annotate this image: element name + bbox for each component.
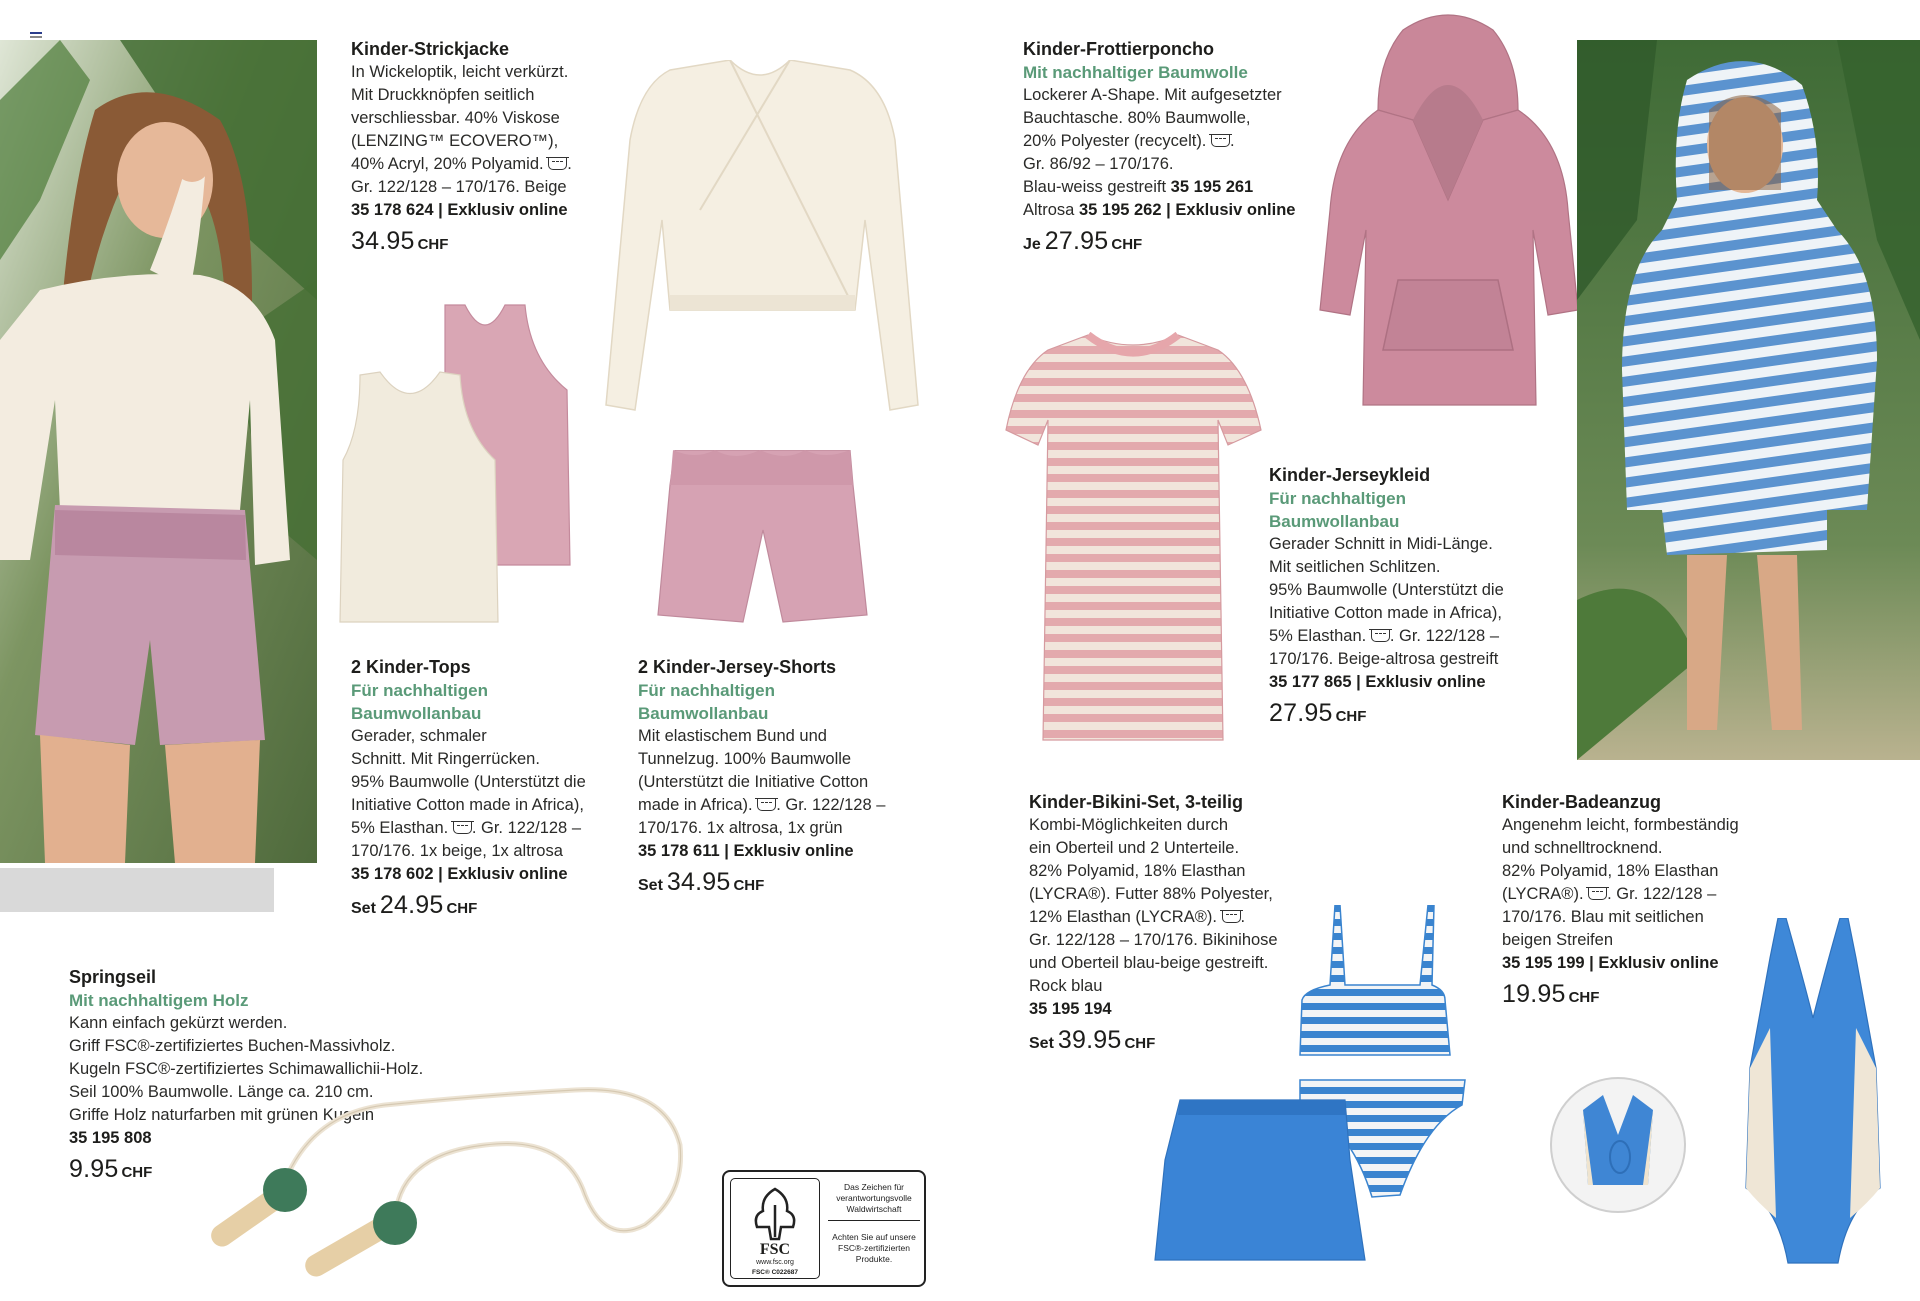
- price: 19.95 CHF: [1502, 980, 1600, 1008]
- image-bikini-set: [1150, 905, 1470, 1270]
- fsc-text-top: Das Zeichen für verantwortungsvolle Waldwirtschaft: [836, 1182, 912, 1214]
- price: 27.95 CHF: [1269, 699, 1367, 727]
- article-number: 35 195 194: [1029, 1000, 1112, 1018]
- image-shorts: [655, 450, 870, 630]
- wash-icon: [1588, 887, 1607, 900]
- article-number: 35 195 199 | Exklusiv online: [1502, 954, 1719, 972]
- article-number: 35 178 624 | Exklusiv online: [351, 201, 568, 219]
- image-cardigan: [600, 60, 920, 420]
- article-number: 35 178 602 | Exklusiv online: [351, 865, 568, 883]
- article-number: 35 195 808: [69, 1129, 152, 1147]
- eco-label: Für nachhaltigen: [1269, 489, 1406, 508]
- wash-icon: [757, 798, 776, 811]
- eco-label: Für nachhaltigen: [351, 681, 488, 700]
- article-number: 35 177 865 | Exklusiv online: [1269, 673, 1486, 691]
- fsc-tree-icon: [749, 1185, 801, 1241]
- product-shorts: 2 Kinder-Jersey-Shorts Für nachhaltigen Baumwollanbau Mit elastischem Bund und Tunnelzug. 100% Baumwolle (Unterstützt die Initiative Cotton made in Africa). . Gr. 122/128 – 170/176. 1x altrosa, 1x grün 35 178 611 | Exklusiv online Set 34.95 CHF: [638, 657, 886, 896]
- product-jerseykleid: Kinder-Jerseykleid Für nachhaltigen Baumwollanbau Gerader Schnitt in Midi-Länge. Mit seitlichen Schlitzen. 95% Baumwolle (Unterstützt die Initiative Cotton made in Africa), 5% Elasthan. . Gr. 122/128 – 170/176. Beige-altrosa gestreift 35 177 865 | Exklusiv online 27.95 CHF: [1269, 465, 1504, 727]
- image-poncho: [1318, 10, 1580, 415]
- product-title: Kinder-Strickjacke: [351, 39, 510, 59]
- article-number: 35 178 611 | Exklusiv online: [638, 842, 854, 860]
- product-tops: 2 Kinder-Tops Für nachhaltigen Baumwollanbau Gerader, schmaler Schnitt. Mit Ringerrücken. 95% Baumwolle (Unterstützt die Initiative Cotton made in Africa), 5% Elasthan. . Gr. 122/128 – 170/176. 1x beige, 1x altrosa 35 178 602 | Exklusiv online Set 24.95 CHF: [351, 657, 586, 919]
- product-bikini: Kinder-Bikini-Set, 3-teilig Kombi-Möglichkeiten durch ein Oberteil und 2 Unterteile. 82% Polyamid, 18% Elasthan (LYCRA®). Futter 88% Polyester, 12% Elasthan (LYCRA®). . Gr. 122/128 – 170/176. Bikinihose und Oberteil blau-beige gestreift. Rock blau 35 195 194 Set 39.95 CHF: [1029, 792, 1278, 1054]
- product-badeanzug: Kinder-Badeanzug Angenehm leicht, formbeständig und schnelltrocknend. 82% Polyamid, 18% Elasthan (LYCRA®). . Gr. 122/128 – 170/176. Blau mit seitlichen beigen Streifen 35 195 199 | Exklusiv online 19.95 CHF: [1502, 792, 1739, 1008]
- fsc-text-bottom: Achten Sie auf unsere FSC®-zertifizierten Produkte.: [832, 1232, 916, 1264]
- image-tops: [335, 300, 575, 630]
- price: Set 34.95 CHF: [638, 868, 765, 896]
- image-jump-rope: [185, 1075, 685, 1295]
- price: 34.95 CHF: [351, 227, 449, 255]
- product-springseil: Springseil Mit nachhaltigem Holz Kann einfach gekürzt werden. Griff FSC®-zertifiziertes Buchen-Massivholz. Kugeln FSC®-zertifiziertes Schimawallichii-Holz. Seil 100% Baumwolle. Länge ca. 210 cm. Griffe Holz naturfarben mit grünen Kugeln 35 195 808 9.95 CHF: [69, 967, 424, 1183]
- product-strickjacke: Kinder-Strickjacke In Wickeloptik, leicht verkürzt. Mit Druckknöpfen seitlich verschliessbar. 40% Viskose (LENZING™ ECOVERO™), 40% Acryl, 20% Polyamid. . Gr. 122/128 – 170/176. Beige 35 178 624 | Exklusiv online 34.95 CHF: [351, 39, 572, 255]
- fsc-certification-badge: [722, 1170, 926, 1287]
- price: Set 39.95 CHF: [1029, 1026, 1156, 1054]
- wash-icon: [1211, 134, 1230, 147]
- price: Set 24.95 CHF: [351, 891, 478, 919]
- wash-icon: [548, 157, 567, 170]
- divider: [828, 1220, 920, 1221]
- price: 9.95 CHF: [69, 1155, 153, 1183]
- eco-label: Für nachhaltigen: [638, 681, 775, 700]
- fsc-logo: FSC www.fsc.org FSC® C022687: [730, 1178, 820, 1279]
- price: Je 27.95 CHF: [1023, 227, 1143, 255]
- product-poncho: Kinder-Frottierponcho Mit nachhaltiger Baumwolle Lockerer A-Shape. Mit aufgesetzter Bauchtasche. 80% Baumwolle, 20% Polyester (recycelt). . Gr. 86/92 – 170/176. Blau-weiss gestreift 35 195 261 Altrosa 35 195 262 | Exklusiv online Je 27.95 CHF: [1023, 39, 1296, 255]
- wash-icon: [1371, 629, 1390, 642]
- eco-label: Mit nachhaltigem Holz: [69, 991, 249, 1010]
- image-jersey-dress: [1003, 330, 1265, 750]
- photo-girl-cardigan-shorts: [0, 40, 317, 863]
- eco-label: Mit nachhaltiger Baumwolle: [1023, 63, 1248, 82]
- image-swimsuit-back-detail: [1548, 1075, 1688, 1215]
- grey-strip: [0, 868, 274, 912]
- image-swimsuit: [1738, 918, 1888, 1273]
- photo-girl-striped-poncho: [1577, 40, 1920, 760]
- wash-icon: [453, 821, 472, 834]
